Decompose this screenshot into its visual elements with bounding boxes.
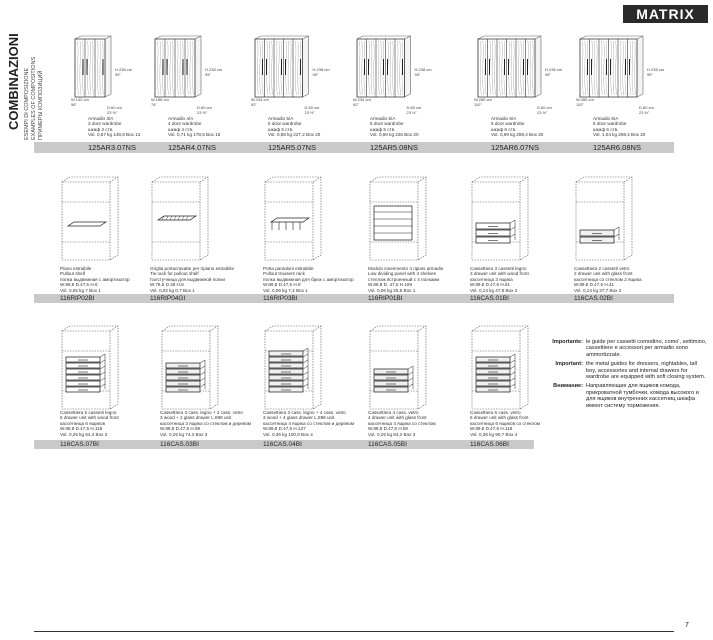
caption-line: Vol. 0,25 kg 84,2 Box 3 [368, 431, 416, 437]
caption-line: Vol. 0,06 kg 25,5 Box 1 [368, 287, 416, 293]
width-dimension: W.234 cm 92" [353, 97, 371, 107]
notes-block [540, 339, 708, 412]
caption-line: 3 wood + 4 glass drawer L.898 unit [263, 415, 335, 421]
caption-line: W.89,8 D.47,5 H.137 [263, 426, 306, 432]
depth-dimension: D.60 cm 23 ½" [197, 105, 212, 115]
caption-line: Low dividing panel with 4 shelves [368, 271, 436, 277]
caption-line: Armadio 5/A [370, 116, 396, 121]
caption-line: Cassettiera 3 cass. legno + 2 cass. vetro [160, 410, 243, 415]
caption-line: Porta pantaloni estraibile [263, 266, 314, 271]
subtitle-ru: ПРИМЕРЫ КОМПОЗИЦИЙ [38, 70, 44, 140]
item-caption [368, 266, 443, 293]
wardrobe-drawing [355, 35, 415, 103]
item-caption [160, 410, 251, 437]
caption-line: W.89,8 D.47,5 H.9 [263, 282, 301, 288]
width-dimension: W.234 cm 92" [251, 97, 269, 107]
caption-line: Vol. 0,14 kg 47,8 Box 2 [470, 287, 518, 293]
wardrobe-code: 125AR5.08NS [370, 143, 418, 152]
section-title [6, 33, 22, 130]
caption-line: стеллаж встроенный с 4 полками [368, 276, 440, 282]
item-caption [88, 116, 140, 138]
wardrobe-drawing [73, 35, 115, 103]
depth-dimension: D.60 cm 23 ½" [304, 105, 320, 115]
caption-line: W.89,8 D.47,5 H.118 [60, 426, 103, 432]
height-dimension: H.238 cm 95" [414, 67, 432, 77]
accessory-drawing [368, 176, 430, 264]
caption-line: 6 door wardrobe [491, 121, 525, 127]
note-it [540, 339, 708, 358]
accessory-drawing [368, 325, 430, 413]
caption-line: Tie rack for pullout shelf [150, 271, 199, 277]
width-dimension: W.142 cm 56" [71, 97, 89, 107]
caption-line: Vol. 0,02 kg 0,7 Box 1 [150, 287, 195, 293]
caption-line: Vol. 0,14 kg 37,7 Box 2 [574, 287, 622, 293]
accessory-code: 116CAS.02BI [574, 295, 613, 302]
caption-line: 6 drawer unit with wood front [60, 415, 119, 421]
accessory-code: 116RIP02BI [60, 295, 95, 302]
depth-dimension: D.60 cm 23 ½" [107, 105, 122, 115]
item-caption [60, 266, 130, 293]
caption-line: Griglia portacravatte per ripiano estraibile [150, 266, 235, 271]
wardrobe-code: 125AR5.07NS [268, 143, 316, 152]
caption-line: шкаф 5 ств. [268, 126, 294, 132]
caption-line: Галстучница для выдвижной полки [150, 276, 225, 282]
accessory-drawing [60, 325, 122, 413]
wardrobe-drawing [153, 35, 205, 103]
accessory-code: 116RIP03BI [263, 295, 298, 302]
accessory-drawing [574, 176, 636, 264]
caption-line: Armadio 4/A [168, 116, 194, 121]
caption-line: 5 door wardrobe [268, 121, 302, 127]
caption-line: W.78,5 D.38 H.8 [150, 282, 184, 288]
item-caption [268, 116, 320, 138]
caption-line: кассетница 6 ящиков [60, 420, 106, 426]
caption-line: 3 drawer unit with wood front [470, 271, 529, 277]
depth-dimension: D.60 cm 23 ½" [639, 105, 654, 115]
caption-line: шкаф 3 ств. [88, 126, 114, 132]
depth-dimension: D.60 cm 23 ½" [406, 105, 422, 115]
accessory-code: 116CAS.01BI [470, 295, 509, 302]
caption-line: Vol. 0,90 kg 226 Box 20 [370, 132, 419, 138]
caption-line: 6 drawer unit with glass front [470, 415, 529, 421]
caption-line: Vol. 0,25 kg 74,3 Box 3 [160, 431, 208, 437]
caption-line: Cassettiera 4 cass. vetro [368, 410, 419, 415]
height-dimension: H.238 cm 95" [205, 67, 223, 77]
caption-line: 4 drawer unit with glass front [368, 415, 427, 421]
item-caption [263, 266, 354, 293]
accessory-code-strip-1 [34, 294, 674, 303]
section-subtitle [24, 40, 60, 140]
caption-line: кассетница 4 ящика со стеклом и деревом [263, 420, 355, 426]
note-label: Внимание: [553, 383, 583, 390]
subtitle-it: ESEMPI DI COMPOSIZIONE [24, 67, 30, 140]
caption-line: Cassettiera 3 cassetti legno [470, 266, 527, 271]
note-text: the metal guides for dressers, nightables, tall boy, accessories and internal drawers for wardrobe are equipped with soft closing system. [586, 361, 706, 381]
caption-line: Vol. 1,04 kg 259,4 Box 20 [593, 132, 646, 138]
item-caption [470, 266, 529, 293]
caption-line: W.89,8 D. 47,5 H.109 [368, 282, 412, 288]
subtitle-en: EXAMPLES OF COMPOSITIONS [31, 56, 37, 140]
accessory-drawing [470, 325, 532, 413]
note-label: Importante: [552, 339, 583, 345]
caption-line: Armadio 5/A [268, 116, 294, 121]
wardrobe-drawing [578, 35, 647, 103]
width-dimension: W.280 cm 110" [576, 97, 594, 107]
item-caption [263, 410, 354, 437]
caption-line: Piano estraibile [60, 266, 92, 271]
section-title-text: COMBINAZIONI [6, 33, 21, 130]
caption-line: 6 door wardrobe [593, 121, 627, 127]
wardrobe-code: 125AR3.07NS [88, 143, 136, 152]
accessory-drawing [60, 176, 122, 264]
caption-line: кассетница со стеклом 2 ящика [574, 276, 642, 282]
item-caption [60, 410, 119, 437]
caption-line: полка выдвижная для брюк с амортизатор [263, 276, 354, 282]
accessory-code: 116RIP01BI [368, 295, 403, 302]
height-dimension: H.238 cm 95" [115, 67, 133, 77]
note-ru [540, 383, 708, 409]
note-text: le guide per cassetti comodino, como', settimino, cassettiere e accessori per armadio sono ammortizzate. [586, 339, 707, 358]
accessory-code: 116RIP04GI [150, 295, 186, 302]
caption-line: Vol. 0,36 kg 90,7 Box 4 [470, 431, 518, 437]
item-caption [168, 116, 220, 138]
page-number: 7 [685, 622, 689, 629]
wardrobe-drawing [253, 35, 313, 103]
note-text: Направляющие для ящиков комода, прикроватной тумбочки, комода высокого и для ящиков внутренних кассетниц шкафа имеют систему торможения. [586, 383, 699, 409]
caption-line: шкаф 5 ств. [370, 126, 396, 132]
caption-line: полка выдвижная с амортизатор [60, 276, 130, 282]
item-caption [370, 116, 419, 138]
wardrobe-code-strip [34, 142, 674, 153]
footer-rule [34, 631, 674, 632]
caption-line: W.89,8 D.47,5 H.99 [160, 426, 201, 432]
depth-dimension: D.60 cm 23 ½" [537, 105, 552, 115]
caption-line: Vol. 0,25 kg 84,4 Box 3 [60, 431, 108, 437]
caption-line: Vol. 0,88 kg 227,2 Box 20 [268, 132, 321, 138]
caption-line: W.89,8 D.47,5 H.61 [470, 282, 511, 288]
caption-line: 3 wood + 2 glass drawer L.898 unit [160, 415, 232, 421]
width-dimension: W.186 cm 74" [151, 97, 169, 107]
caption-line: Vol. 0,05 kg 7 Box 1 [60, 287, 101, 293]
item-caption [368, 410, 436, 437]
caption-line: Vol. 0,71 kg 178,5 Box 15 [168, 132, 221, 138]
accessory-code: 116CAS.07BI [60, 441, 99, 448]
height-dimension: H.238 cm 95" [647, 67, 665, 77]
caption-line: Cassettiera 2 cassetti vetro [574, 266, 630, 271]
item-caption [470, 410, 540, 437]
caption-line: Modulo inserimento 4 ripiani armadio [368, 266, 444, 271]
accessory-drawing [470, 176, 532, 264]
accessory-drawing [263, 325, 325, 413]
caption-line: W.89,8 D.47,5 H.6 [60, 282, 98, 288]
caption-line: кассетница 6 ящиков со стеклом [470, 420, 540, 426]
caption-line: кассетница 4 ящика со стеклом [368, 420, 436, 426]
caption-line: Armadio 3/A [88, 116, 114, 121]
caption-line: 4 door wardrobe [168, 121, 202, 127]
note-en [540, 361, 708, 380]
caption-line: 5 door wardrobe [370, 121, 404, 127]
height-dimension: H.238 cm 95" [312, 67, 330, 77]
caption-line: кассетница 3 ящика [470, 276, 513, 282]
caption-line: Cassettiera 3 cass. legno + 4 cass. vetro [263, 410, 346, 415]
caption-line: Armadio 6/A [593, 116, 619, 121]
accessory-code: 116CAS.06BI [470, 441, 509, 448]
caption-line: шкаф 4 ств. [168, 126, 194, 132]
caption-line: Vol. 0,99 kg 259,4 Box 20 [491, 132, 544, 138]
caption-line: 2 drawer unit with glass front [574, 271, 633, 277]
caption-line: Cassettiera 6 cass. vetro [470, 410, 521, 415]
item-caption [593, 116, 645, 138]
accessory-code: 116CAS.05BI [368, 441, 407, 448]
accessory-drawing [263, 176, 325, 264]
caption-line: шкаф 6 ств. [593, 126, 619, 132]
caption-line: Cassettiera 6 cassetti legno [60, 410, 117, 415]
accessory-drawing [150, 176, 212, 264]
caption-line: W.89,8 D.47,5 H.41 [574, 282, 615, 288]
caption-line: Pullout trousers rack [263, 271, 305, 277]
width-dimension: W.280 cm 110" [474, 97, 492, 107]
caption-line: 3 door wardrobe [88, 121, 122, 127]
item-caption [574, 266, 642, 293]
accessory-code-strip-2 [34, 440, 534, 449]
wardrobe-code: 125AR6.08NS [593, 143, 641, 152]
caption-line: Pullout shelf [60, 271, 86, 277]
caption-line: Vol. 0,06 kg 7,4 Box 1 [263, 287, 308, 293]
note-label: Important: [555, 361, 583, 368]
wardrobe-drawing [476, 35, 545, 103]
brand-label: MATRIX [623, 5, 708, 23]
caption-line: Vol. 0,36 kg 100,9 Box 4 [263, 431, 313, 437]
caption-line: кассетница 3 ящика со стеклом и деревом [160, 420, 252, 426]
caption-line: W.89,8 D.47,5 H.118 [470, 426, 513, 432]
item-caption [150, 266, 234, 293]
caption-line: Armadio 6/A [491, 116, 517, 121]
accessory-code: 116CAS.03BI [160, 441, 199, 448]
item-caption [491, 116, 543, 138]
height-dimension: H.238 cm 95" [545, 67, 563, 77]
accessory-drawing [160, 325, 222, 413]
caption-line: шкаф 6 ств. [491, 126, 517, 132]
wardrobe-code: 125AR4.07NS [168, 143, 216, 152]
wardrobe-code: 125AR6.07NS [491, 143, 539, 152]
caption-line: Vol. 0,57 kg 148,9 Box 13 [88, 132, 141, 138]
accessory-code: 116CAS.04BI [263, 441, 302, 448]
caption-line: W.89,8 D.47,5 H.80 [368, 426, 409, 432]
